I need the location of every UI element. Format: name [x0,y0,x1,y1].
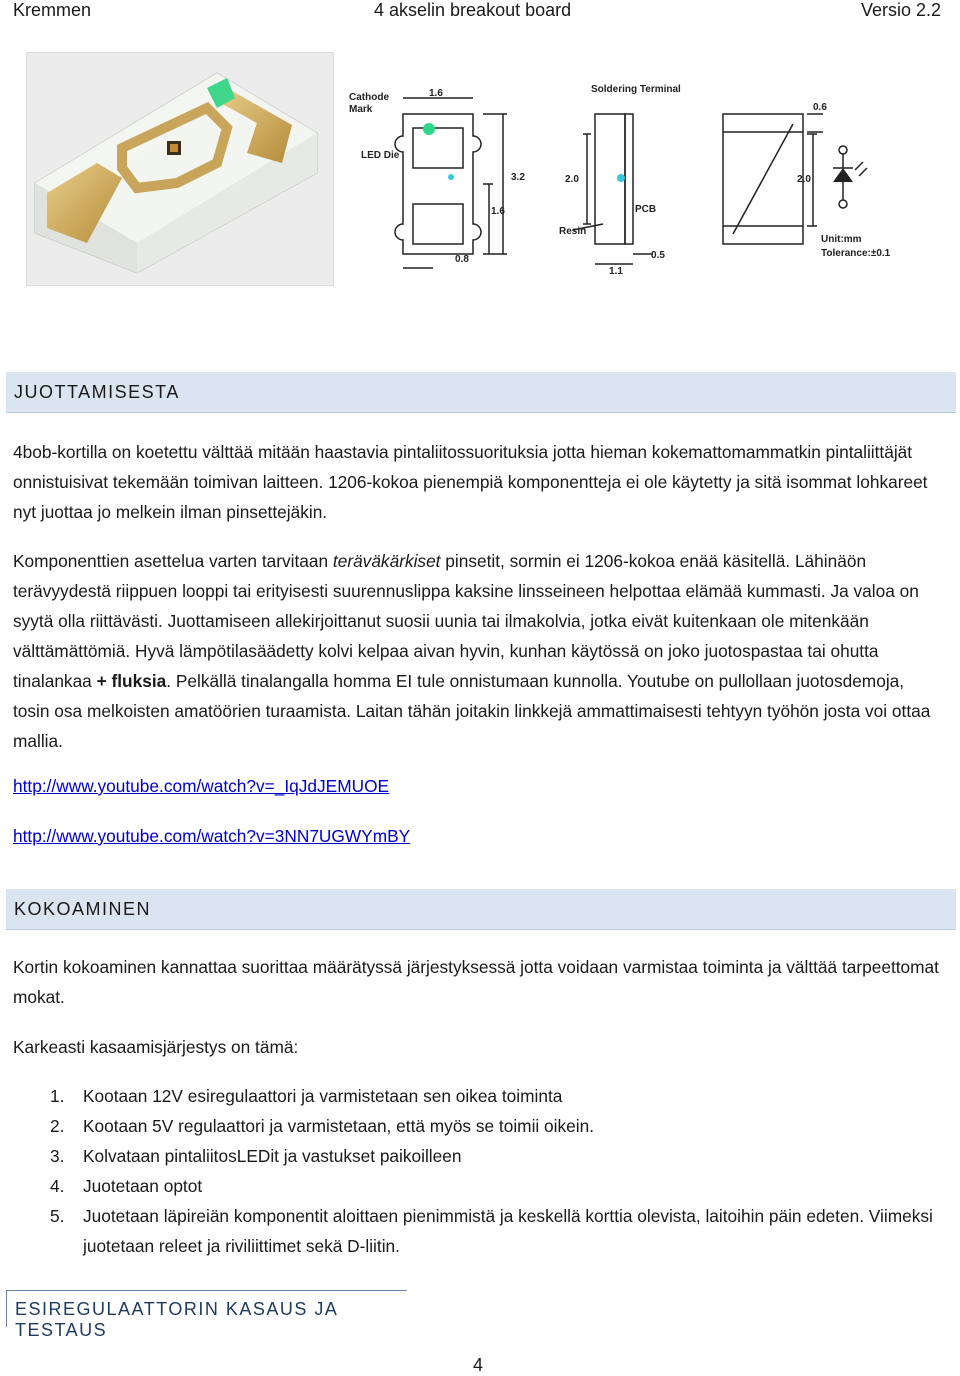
list-item [13,1081,933,1111]
list-item [13,1111,933,1141]
dim-2-0-a: 2.0 [565,174,579,185]
paragraph-intro: 4bob-kortilla on koetettu välttää mitään haastavia pintaliitossuorituksia jotta hieman kokemattomammatkin pintaliittäjät onnistuisivat tekemään toimivan laitteen. 1206-kokoa pienempiä komponentteja ei ole käytetty ja sitä isommat lohkareet nyt juottaa jo melkein ilman pinsettejäkin. [13,442,928,522]
assembly-steps-list [13,1081,933,1261]
section-heading-juottamisesta [6,372,956,413]
led-photo [26,52,334,286]
section-title: ESIREGULAATTORIN KASAUS JA TESTAUS [15,1299,338,1340]
paragraph-tools-part-b: pinsetit, sormin ei 1206-kokoa enää käsitellä. Lähinäön terävyydestä riippuen looppi tai erityisesti suurennuslippa kaksine linsseineen helpottaa elämää kummasti. Ja valoa on syytä olla riittävästi. Juottamiseen allekirjoittanut suosii uunia tai ilmakolvia, jotka eivät kuitenkaan ole mitenkään välttämättömiä. Hyvä lämpötilasäädetty kolvi kelpaa aivan hyvin, kunhan käytössä on joko juotospastaa tai ohutta tinalankaa [13,551,919,691]
paragraph-tools-part-c: . Pelkällä tinalangalla homma EI tule onnistumaan kunnolla. Youtube on pullollaan juotosdemoja, tosin osa melkoisten amatöörien turaamista. Laitan tähän joitakin linkkejä ammattimaisesti tehtyyn työhön josta voi ottaa mallia. [13,671,931,751]
dim-1-1: 1.1 [609,266,623,277]
list-item-text: Juotetaan optot [83,1176,203,1196]
youtube-link-2[interactable]: http://www.youtube.com/watch?v=3NN7UGWYmBY [13,826,411,846]
list-item [13,1171,933,1201]
header-title: 4 akselin breakout board [374,0,572,20]
dim-0-8: 0.8 [455,254,469,265]
led-photo-image [27,53,333,285]
list-item-text: Kootaan 12V esiregulaattori ja varmistetaan sen oikea toiminta [83,1086,563,1106]
section-heading-esiregulaattori [6,1290,407,1340]
paragraph-tools-part-a: Komponenttien asettelua varten tarvitaan [13,551,333,571]
list-number: 1. [50,1086,65,1106]
dim-0-6: 0.6 [813,102,827,113]
section-title: KOKOAMINEN [14,899,152,919]
page-header [0,0,960,22]
paragraph-assembly-intro: Kortin kokoaminen kannattaa suorittaa määrätyssä järjestyksessä jotta voidaan varmistaa toiminta ja välttää tarpeettomat mokat. [13,957,939,1007]
label-resin: Resin [559,226,587,237]
label-tolerance: Tolerance:±0.1 [821,248,891,259]
list-item-text: Juotetaan läpireiän komponentit aloittaen pienimmistä ja keskellä korttia olevista, laitoihin päin edeten. Viimeksi juotetaan releet ja riviliittimet sekä D-liitin. [83,1206,933,1256]
dim-1-6-side: 1.6 [491,206,505,217]
dimension-drawing [343,74,923,288]
page-number: 4 [473,1355,484,1375]
list-number: 5. [50,1206,65,1226]
dim-3-2: 3.2 [511,172,525,183]
led-dimension-diagram [343,74,923,288]
label-led-die: LED Die [361,150,400,161]
list-item [13,1201,933,1261]
list-number: 2. [50,1116,65,1136]
emphasis-teravakarkiset: teräväkärkiset [332,551,441,571]
list-number: 3. [50,1146,65,1166]
dim-2-0-b: 2.0 [797,174,811,185]
list-number: 4. [50,1176,65,1196]
header-version: Versio 2.2 [861,0,942,20]
label-soldering-terminal: Soldering Terminal [591,84,681,95]
paragraph-order: Karkeasti kasaamisjärjestys on tämä: [13,1037,299,1057]
label-unit: Unit:mm [821,234,862,245]
section-heading-kokoaminen [6,889,956,930]
list-item-text: Kolvataan pintaliitosLEDit ja vastukset paikoilleen [83,1146,462,1166]
label-mark: Mark [349,104,373,115]
dim-0-5: 0.5 [651,250,665,261]
label-cathode: Cathode [349,92,389,103]
paragraph-tools [13,546,943,756]
label-pcb: PCB [635,204,657,215]
dim-1-6-top: 1.6 [429,88,443,99]
section-title: JUOTTAMISESTA [14,382,180,402]
youtube-link-1[interactable]: http://www.youtube.com/watch?v=_IqJdJEMUOE [13,776,390,796]
list-item-text: Kootaan 5V regulaattori ja varmistetaan, että myös se toimii oikein. [83,1116,595,1136]
header-author: Kremmen [13,0,92,20]
emphasis-fluksia: + fluksia [96,671,167,691]
list-item [13,1141,933,1171]
